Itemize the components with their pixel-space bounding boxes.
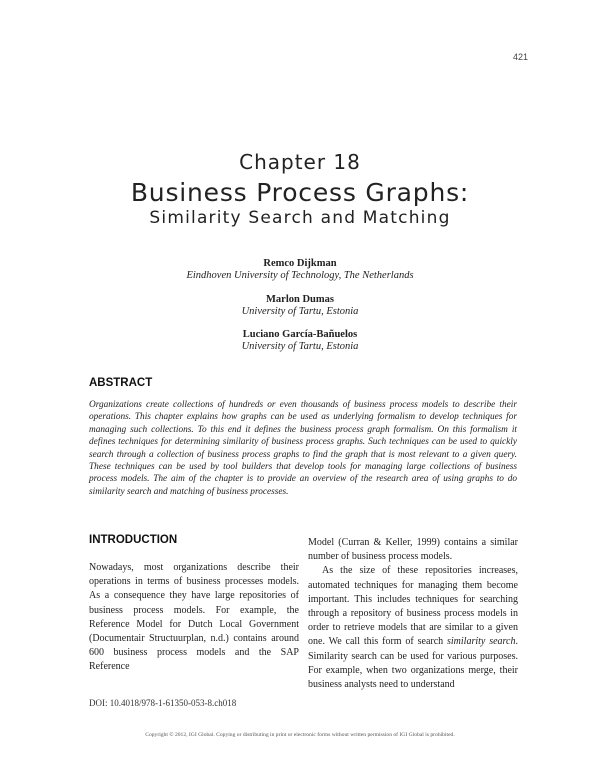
page-number: 421: [512, 52, 528, 62]
emphasis: similarity search: [447, 636, 516, 648]
author-affiliation: University of Tartu, Estonia: [241, 306, 359, 317]
paragraph: [308, 564, 518, 692]
chapter-title: Business Process Graphs:: [130, 178, 470, 207]
right-column: [308, 536, 518, 692]
author-name: Remco Dijkman: [263, 258, 337, 269]
chapter-label: Chapter 18: [239, 150, 361, 174]
chapter-subtitle: Similarity Search and Matching: [149, 208, 451, 228]
abstract-heading: ABSTRACT: [89, 377, 153, 389]
abstract-text: Organizations create collections of hundreds or even thousands of business process models to describe their operations. This chapter explains how graphs can be used as underlying formalism to develop techniques for managing such collections. To this end it defines the business process graph formalism. On this formalism it defines techniques for determining similarity of business process graphs. Such techniques can be used to quickly search through a collection of business process graphs to find the graph that is most relevant to a given query. These techniques can be used by tool builders that develop tools for managing large collections of business process models. The aim of the chapter is to provide an overview of the research area of using graphs to do similarity search and matching of business processes.: [89, 400, 517, 497]
doi: DOI: 10.4018/978-1-61350-053-8.ch018: [89, 698, 237, 708]
author-block: [0, 294, 600, 318]
author-name: Luciano García-Bañuelos: [242, 329, 358, 340]
author-affiliation: University of Tartu, Estonia: [241, 341, 359, 352]
paragraph: Nowadays, most organizations describe their operations in terms of business processes models. As a consequence they have large repositories of business process models. For example, the Reference Model for Dutch Local Government (Documentair Structuurplan, n.d.) contains around 600 business process models and the SAP Reference: [89, 562, 299, 673]
author-name: Marlon Dumas: [266, 294, 334, 305]
copyright-notice: Copyright © 2012, IGI Global. Copying or distributing in print or electronic forms without written permission of IGI Global is prohibited.: [145, 732, 455, 738]
introduction-heading: INTRODUCTION: [89, 534, 178, 546]
paragraph-text: As the size of these repositories increases, automated techniques for managing them become important. This includes techniques for searching through a repository of business process models in order to retrieve models that are similar to a given one. We call this form of search: [308, 565, 518, 648]
paragraph: Model (Curran & Keller, 1999) contains a similar number of business process models.: [308, 537, 518, 563]
author-block: [0, 329, 600, 353]
author-affiliation: Eindhoven University of Technology, The Netherlands: [186, 270, 414, 281]
paragraph-text: . Similarity search can be used for various purposes. For example, when two organizations merge, their business analysts need to understand: [308, 636, 518, 691]
author-block: [0, 258, 600, 282]
left-column: [89, 561, 299, 675]
